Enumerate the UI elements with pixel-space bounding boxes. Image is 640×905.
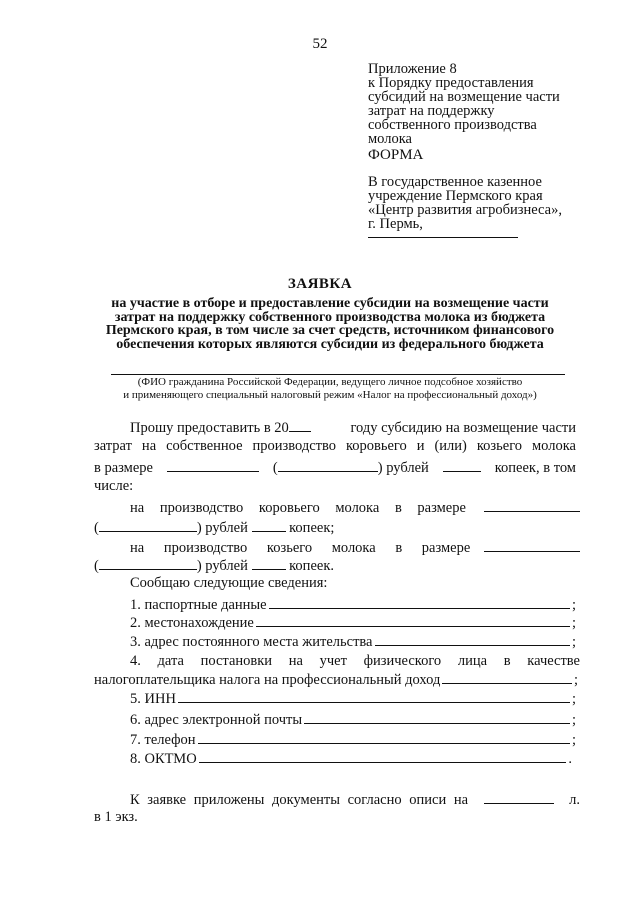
cow-amount-field[interactable] (484, 498, 580, 512)
cow-kopecks-field[interactable] (252, 518, 286, 532)
subtitle-line: Пермского края, в том числе за счет средств, источником финансового (105, 323, 555, 338)
size-words-field[interactable] (278, 458, 378, 472)
copies-label: в 1 экз. (94, 809, 138, 825)
document-subtitle (86, 297, 574, 351)
item-passport (130, 596, 576, 613)
location-field[interactable] (256, 614, 570, 627)
registration-line: 4. дата постановки на учет физического лица в качестве (130, 653, 580, 669)
subtitle-line: на участие в отборе и предоставление субсидии на возмещение части (111, 296, 549, 311)
addressee-block (368, 175, 608, 231)
request-line (130, 418, 576, 436)
semicolon: ; (571, 634, 576, 650)
cow-line (130, 498, 580, 516)
paren-open: ( (272, 460, 278, 476)
addressee-line: «Центр развития агробизнеса», (368, 202, 562, 218)
oktmo-field[interactable] (199, 750, 567, 763)
item-email (130, 711, 576, 728)
goat-kopecks-field[interactable] (252, 556, 286, 570)
sheets-count-field[interactable] (484, 790, 554, 804)
semicolon: ; (571, 732, 576, 748)
item-phone (130, 731, 576, 748)
including-label: числе: (94, 478, 134, 494)
semicolon: ; (571, 691, 576, 707)
size-kopecks-field[interactable] (443, 458, 481, 472)
item-inn (130, 690, 576, 707)
rubles-label: ) рублей (196, 558, 248, 574)
appendix-line: молока (368, 131, 412, 147)
appendix-line: Приложение 8 (368, 61, 457, 77)
size-line (94, 458, 576, 476)
inn-label: 5. ИНН (130, 691, 176, 707)
goat-sum-line (94, 556, 334, 574)
fio-field[interactable] (111, 374, 565, 375)
inn-field[interactable] (178, 690, 570, 703)
appendix-line: субсидий на возмещение части (368, 89, 560, 105)
passport-label: 1. паспортные данные (130, 597, 267, 613)
appendix-block (368, 62, 608, 146)
residence-label: 3. адрес постоянного места жительства (130, 634, 373, 650)
item-location (130, 614, 576, 631)
fio-caption-line: и применяющего специальный налоговый режим «Налог на профессиональный доход») (123, 389, 537, 401)
email-label: 6. адрес электронной почты (130, 712, 303, 728)
location-label: 2. местонахождение (130, 615, 254, 631)
phone-label: 7. телефон (130, 732, 196, 748)
sheets-label: л. (569, 792, 580, 808)
addressee-line: учреждение Пермского края (368, 188, 543, 204)
residence-field[interactable] (375, 633, 570, 646)
appendix-line: к Порядку предоставления (368, 75, 534, 91)
kopecks-label: копеек, в том (494, 460, 576, 476)
rubles-label: ) рублей (196, 520, 248, 536)
goat-words-field[interactable] (99, 556, 197, 570)
email-field[interactable] (304, 711, 570, 724)
cow-words-field[interactable] (99, 518, 197, 532)
item-oktmo (130, 750, 572, 767)
goat-label: на производство козьего молока в размере (130, 540, 471, 556)
semicolon: ; (571, 597, 576, 613)
semicolon: ; (573, 672, 578, 688)
fio-caption-line: (ФИО гражданина Российской Федерации, ведущего личное подсобное хозяйство (137, 376, 523, 388)
fio-caption (86, 376, 574, 402)
year-field[interactable] (289, 418, 311, 432)
addressee-line: В государственное казенное (368, 174, 542, 190)
size-label: в размере (94, 460, 153, 476)
request-text: Прошу предоставить в 20 (130, 420, 289, 436)
semicolon: ; (571, 615, 576, 631)
subtitle-line: затрат на поддержку собственного производства молока из бюджета (114, 309, 546, 325)
appendix-line: собственного производства (368, 117, 537, 133)
item-residence (130, 633, 576, 650)
attached-line (130, 790, 580, 808)
size-amount-field[interactable] (167, 458, 259, 472)
goat-line (130, 538, 580, 556)
registration-label: налогоплательщика налога на профессиональный доход (94, 672, 441, 688)
document-title: ЗАЯВКА (287, 276, 353, 292)
request-text-cont: году субсидию на возмещение части (350, 420, 576, 436)
rubles-label: ) рублей (377, 460, 429, 476)
oktmo-label: 8. ОКТМО (130, 751, 197, 767)
period: . (568, 751, 572, 767)
item-registration (94, 671, 578, 688)
addressee-blank-field[interactable] (368, 237, 518, 238)
appendix-line: затрат на поддержку (368, 103, 495, 119)
goat-amount-field[interactable] (484, 538, 580, 552)
costs-line: затрат на собственное производство коровьего и (или) козьего молока (94, 438, 576, 454)
info-intro: Сообщаю следующие сведения: (130, 575, 328, 591)
registration-date-field[interactable] (442, 671, 572, 684)
attached-label: К заявке приложены документы согласно описи на (130, 792, 469, 808)
paren-open: ( (94, 558, 99, 574)
kopecks-label: копеек; (289, 520, 335, 536)
paren-open: ( (94, 520, 99, 536)
page-number: 52 (312, 36, 328, 52)
passport-field[interactable] (269, 596, 570, 609)
addressee-line: г. Пермь, (368, 216, 423, 232)
cow-sum-line (94, 518, 334, 536)
cow-label: на производство коровьего молока в размере (130, 500, 466, 516)
subtitle-line: обеспечения которых являются субсидии из федерального бюджета (116, 336, 544, 352)
kopecks-label: копеек. (289, 558, 334, 574)
semicolon: ; (571, 712, 576, 728)
form-label: ФОРМА (368, 147, 424, 163)
phone-field[interactable] (198, 731, 570, 744)
